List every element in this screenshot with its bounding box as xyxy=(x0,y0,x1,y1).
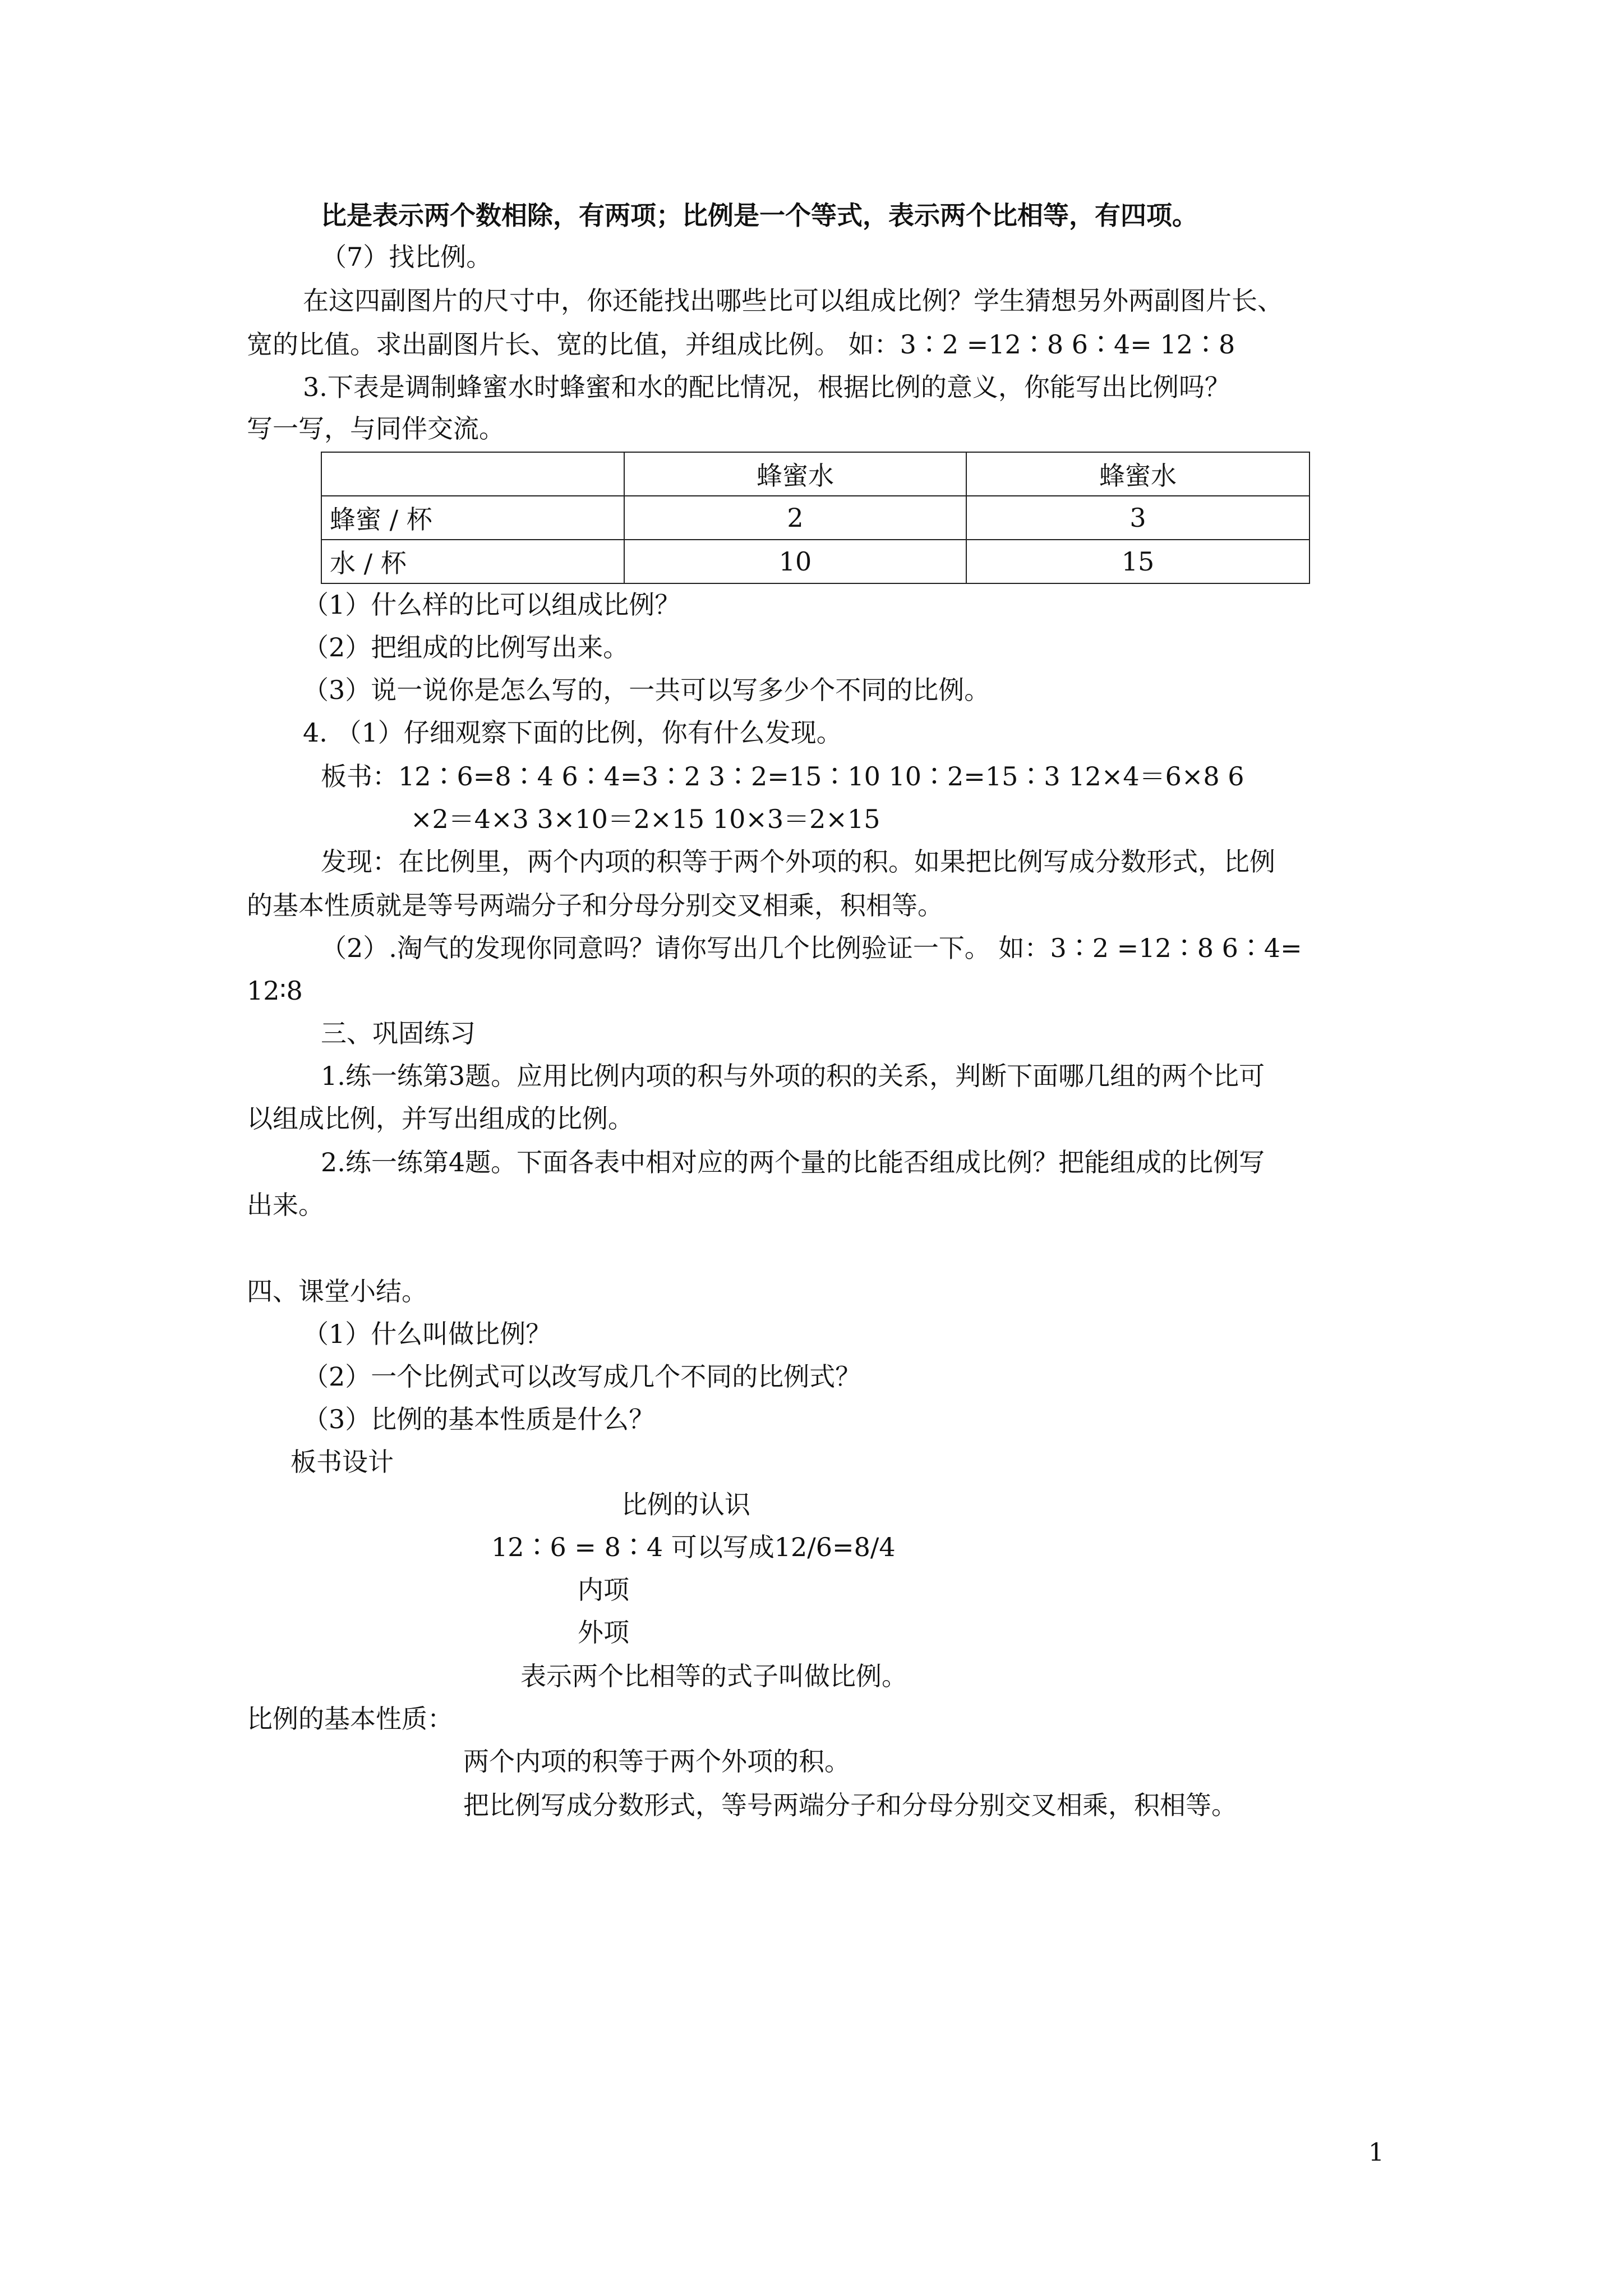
section-heading: 四、课堂小结。 xyxy=(247,1276,427,1306)
table-header-row xyxy=(321,452,1310,496)
property-line: 两个内项的积等于两个外项的积。 xyxy=(463,1746,850,1777)
question-line: 4. （1）仔细观察下面的比例，你有什么发现。 xyxy=(303,717,842,748)
summary-question: （3）比例的基本性质是什么？ xyxy=(303,1404,655,1434)
question-line: （2）.淘气的发现你同意吗？请你写出几个比例验证一下。 如：3∶2 =12∶8 6∶4= xyxy=(321,933,1302,963)
practice-line: 1.练一练第3题。应用比例内项的积与外项的积的关系，判断下面哪几组的两个比可 xyxy=(321,1061,1265,1091)
table-row xyxy=(321,496,1310,540)
table-cell: 3 xyxy=(966,496,1310,540)
summary-question: （2）一个比例式可以改写成几个不同的比例式？ xyxy=(303,1361,861,1392)
board-design-title: 比例的认识 xyxy=(621,1489,750,1520)
table-header-cell: 蜂蜜水 xyxy=(966,452,1310,496)
paragraph-line: 3.下表是调制蜂蜜水时蜂蜜和水的配比情况，根据比例的意义，你能写出比例吗？ xyxy=(303,372,1230,402)
table-cell: 蜂蜜 / 杯 xyxy=(321,496,624,540)
board-line: 板书：12∶6=8∶4 6∶4=3∶2 3∶2=15∶10 10∶2=15∶3 12×4＝6×8 6 xyxy=(321,761,1244,792)
finding-line: 的基本性质就是等号两端分子和分母分别交叉相乘，积相等。 xyxy=(247,890,943,921)
table-header-cell: 蜂蜜水 xyxy=(624,452,966,496)
table-cell: 15 xyxy=(966,540,1310,583)
table-cell: 10 xyxy=(624,540,966,583)
finding-line: 发现：在比例里，两个内项的积等于两个外项的积。如果把比例写成分数形式，比例 xyxy=(321,846,1275,877)
board-line: ×2＝4×3 3×10＝2×15 10×3＝2×15 xyxy=(411,804,880,834)
table-cell xyxy=(321,452,624,496)
find-ratio-heading: （7）找比例。 xyxy=(321,242,492,272)
question-line: （2）把组成的比例写出来。 xyxy=(303,632,629,662)
board-design-formula: 12∶6 = 8∶4 可以写成12/6=8/4 xyxy=(491,1532,896,1562)
table-cell: 2 xyxy=(624,496,966,540)
practice-line: 2.练一练第4题。下面各表中相对应的两个量的比能否组成比例？把能组成的比例写 xyxy=(321,1147,1265,1177)
paragraph-line: 在这四副图片的尺寸中，你还能找出哪些比可以组成比例？学生猜想另外两副图片长、 xyxy=(303,286,1283,316)
table-cell: 水 / 杯 xyxy=(321,540,624,583)
inner-term-label: 内项 xyxy=(578,1575,629,1605)
ratio-definition: 表示两个比相等的式子叫做比例。 xyxy=(520,1661,907,1691)
question-line: 12∶8 xyxy=(247,976,303,1006)
practice-line: 以组成比例，并写出组成的比例。 xyxy=(247,1103,634,1134)
honey-water-table xyxy=(321,452,1310,584)
page-number: 1 xyxy=(1368,2138,1384,2167)
paragraph-line: 写一写，与同伴交流。 xyxy=(247,413,505,444)
practice-line: 出来。 xyxy=(247,1190,324,1220)
property-line: 把比例写成分数形式，等号两端分子和分母分别交叉相乘，积相等。 xyxy=(463,1790,1237,1820)
question-line: （3）说一说你是怎么写的，一共可以写多少个不同的比例。 xyxy=(303,675,990,705)
summary-bold-line: 比是表示两个数相除，有两项；比例是一个等式，表示两个比相等，有四项。 xyxy=(321,200,1198,231)
question-line: （1）什么样的比可以组成比例？ xyxy=(303,590,681,620)
section-heading: 三、巩固练习 xyxy=(321,1018,476,1048)
property-heading: 比例的基本性质： xyxy=(247,1704,453,1734)
paragraph-line: 宽的比值。求出副图片长、宽的比值，并组成比例。 如：3∶2 =12∶8 6∶4= 12∶8 xyxy=(247,329,1235,360)
summary-question: （1）什么叫做比例？ xyxy=(303,1319,552,1349)
outer-term-label: 外项 xyxy=(578,1617,629,1648)
table-row xyxy=(321,540,1310,583)
board-design-label: 板书设计 xyxy=(291,1447,394,1477)
